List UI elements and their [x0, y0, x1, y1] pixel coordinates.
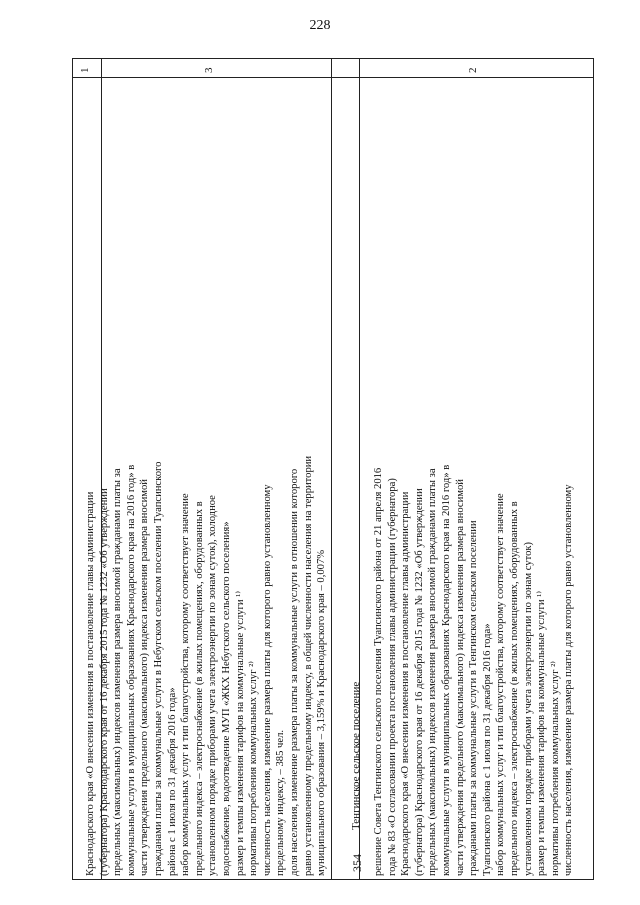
row2-line: установленном порядке приборами учета электроэнергии по зонам суток)	[522, 541, 534, 876]
header-col-1: 1	[79, 67, 91, 73]
row1-line: (губернатора) Краснодарского края от 16 декабря 2015 года № 1232 «Об утверждении	[98, 488, 110, 876]
row2-line: Краснодарского края «О внесении изменения в постановление главы администрации	[400, 491, 412, 876]
header-col-3: 3	[203, 67, 215, 73]
row2-name: Тенгинское сельское поселение	[350, 681, 362, 830]
row1-line: предельных (максимальных) индексов изменения размера вносимой гражданами платы за	[112, 468, 124, 876]
row2-line: решение Совета Тенгинского сельского поселения Туапсинского района от 21 апреля 2016	[373, 467, 384, 876]
row1-line: набор коммунальных услуг и тип благоустройства, которому соответствует значение	[180, 493, 192, 876]
row1-line: муниципального образования – 3,159% и Краснодарского края – 0,007%	[316, 549, 328, 876]
row1-line: части утверждения предельного (максимального) индекса изменения размера вносимой	[139, 479, 151, 876]
row1-line: размер и темпы изменения тарифов на коммунальные услуги ¹⁾	[234, 591, 246, 876]
row2-line: нормативы потребления коммунальных услуг ²⁾	[549, 661, 561, 876]
row2-line: (губернатора) Краснодарского края от 16 декабря 2015 года № 1232 «Об утверждении	[413, 488, 425, 876]
row2-line: коммунальные услуги в муниципальных образованиях Краснодарского края на 2016 год» в	[440, 464, 452, 876]
row2-line: численность населения, изменение размера платы для которого равно установленному	[563, 484, 575, 876]
row2-line: гражданами платы за коммунальные услуги в Тенгинском сельском поселении	[468, 520, 480, 876]
row1-line: предельного индекса – электроснабжение (в жилых помещениях, оборудованных в	[193, 501, 205, 876]
page-number: 228	[309, 18, 331, 33]
row1-line: доля населения, изменение размера платы за коммунальные услуги в отношении которого	[288, 468, 300, 876]
header-col-2: 2	[467, 67, 479, 73]
row1-line: численность населения, изменение размера платы для которого равно установленному	[261, 484, 273, 876]
row2-line: размер и темпы изменения тарифов на коммунальные услуги ¹⁾	[536, 591, 548, 876]
row2-line: Туапсинского района с 1 июля по 31 декабря 2016 года»	[481, 623, 493, 876]
row2-line: предельных (максимальных) индексов изменения размера вносимой гражданами платы за	[427, 468, 439, 876]
row1-line: района с 1 июля по 31 декабря 2016 года»	[166, 687, 178, 876]
row1-line: гражданами платы за коммунальные услуги в Небугском сельском поселении Туапсинского	[152, 461, 164, 876]
row2-line: года № 83 «О согласовании проекта постановления главы администрации (губернатора)	[386, 478, 398, 876]
row1-line: равно установленному предельному индексу, в общей численности населения на территории	[302, 455, 314, 876]
row1-line: установленном порядке приборами учета электроэнергии по зонам суток), холодное	[207, 495, 219, 876]
row2-line: части утверждения предельного (максимального) индекса изменения размера вносимой	[454, 479, 466, 876]
row2-number: 354	[350, 854, 364, 872]
row2-line: предельного индекса – электроснабжение (в жилых помещениях, оборудованных в	[508, 501, 520, 876]
row1-line: Краснодарского края «О внесении изменения в постановление главы администрации	[85, 491, 96, 876]
row2-line: набор коммунальных услуг и тип благоустройства, которому соответствует значение	[495, 493, 507, 876]
row1-line: нормативы потребления коммунальных услуг ²⁾	[248, 661, 260, 876]
row1-line: предельному индексу, – 385 чел.	[275, 729, 287, 876]
row1-line: коммунальные услуги в муниципальных образованиях Краснодарского края на 2016 год» в	[125, 464, 137, 876]
column-divider-2	[331, 59, 332, 879]
row1-line: водоснабжение, водоотведение МУП «ЖКХ Небугского сельского поселения»	[220, 521, 232, 876]
